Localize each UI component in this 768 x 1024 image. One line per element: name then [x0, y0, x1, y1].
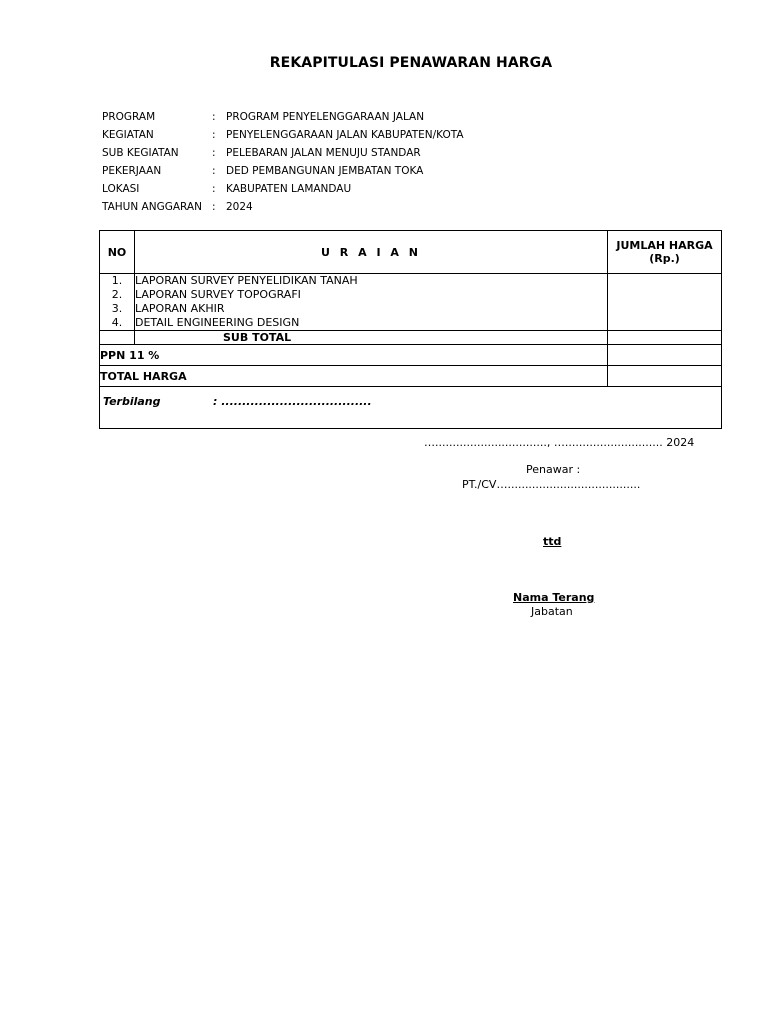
- info-colon: :: [212, 147, 216, 159]
- signer-name: Nama Terang: [513, 591, 595, 604]
- info-row-tahun-anggaran: [102, 200, 464, 218]
- info-colon: :: [212, 111, 216, 123]
- info-value: DED PEMBANGUNAN JEMBATAN TOKA: [226, 165, 424, 177]
- subtotal-amount-cell: [608, 331, 722, 345]
- info-label: KEGIATAN: [102, 129, 154, 141]
- ppn-label: PPN 11 %: [100, 345, 608, 366]
- item-desc: LAPORAN SURVEY TOPOGRAFI: [135, 288, 301, 301]
- total-amount-cell: [608, 366, 722, 387]
- item-no: 3.: [111, 302, 123, 315]
- total-row: [100, 366, 722, 387]
- info-label: LOKASI: [102, 183, 140, 195]
- header-jumlah-line2: (Rp.): [649, 252, 680, 265]
- item-no: 1.: [111, 274, 123, 287]
- info-label: SUB KEGIATAN: [102, 147, 179, 159]
- terbilang-cell: [100, 387, 722, 429]
- subtotal-row: [100, 331, 722, 345]
- header-jumlah-line1: JUMLAH HARGA: [616, 239, 713, 252]
- header-uraian: U R A I A N: [135, 231, 608, 274]
- document-title: REKAPITULASI PENAWARAN HARGA: [269, 55, 553, 71]
- items-no-cell: [100, 274, 135, 331]
- items-desc-cell: [135, 274, 608, 331]
- info-value: PELEBARAN JALAN MENUJU STANDAR: [226, 147, 421, 159]
- ppn-amount-cell: [608, 345, 722, 366]
- item-no: 2.: [111, 288, 123, 301]
- info-label: PROGRAM: [102, 111, 156, 123]
- info-row-kegiatan: [102, 128, 464, 146]
- item-desc: DETAIL ENGINEERING DESIGN: [135, 316, 300, 329]
- item-desc: LAPORAN SURVEY PENYELIDIKAN TANAH: [135, 274, 358, 287]
- info-row-lokasi: [102, 182, 464, 200]
- info-block: [102, 110, 464, 218]
- info-row-sub-kegiatan: [102, 146, 464, 164]
- terbilang-row: [100, 387, 722, 429]
- recap-table: [99, 230, 722, 429]
- signature-ttd: ttd: [543, 535, 562, 548]
- total-label: TOTAL HARGA: [100, 366, 608, 387]
- info-value: KABUPATEN LAMANDAU: [226, 183, 352, 195]
- company-line: PT./CV…......................................: [462, 478, 641, 491]
- info-value: 2024: [226, 201, 253, 213]
- item-no: 4.: [111, 316, 123, 329]
- info-value: PENYELENGGARAAN JALAN KABUPATEN/KOTA: [226, 129, 464, 141]
- signer-position: Jabatan: [531, 605, 573, 618]
- place-date-line: …................................, …............................ 2024: [424, 436, 695, 449]
- subtotal-label: SUB TOTAL: [135, 331, 608, 345]
- item-desc: LAPORAN AKHIR: [135, 302, 225, 315]
- info-row-pekerjaan: [102, 164, 464, 182]
- info-colon: :: [212, 183, 216, 195]
- table-header-row: [100, 231, 722, 274]
- terbilang-label: Terbilang: [103, 395, 161, 408]
- subtotal-no-cell: [100, 331, 135, 345]
- header-no: NO: [100, 231, 135, 274]
- info-row-program: [102, 110, 464, 128]
- info-colon: :: [212, 165, 216, 177]
- ppn-row: [100, 345, 722, 366]
- info-colon: :: [212, 129, 216, 141]
- info-label: PEKERJAAN: [102, 165, 162, 177]
- info-value: PROGRAM PENYELENGGARAAN JALAN: [226, 111, 425, 123]
- table-items-row: [100, 274, 722, 331]
- items-amount-cell: [608, 274, 722, 331]
- header-jumlah-harga: [608, 231, 722, 274]
- terbilang-value: : ....................................: [213, 395, 372, 408]
- info-label: TAHUN ANGGARAN: [102, 201, 202, 213]
- penawar-label: Penawar :: [526, 463, 581, 476]
- info-colon: :: [212, 201, 216, 213]
